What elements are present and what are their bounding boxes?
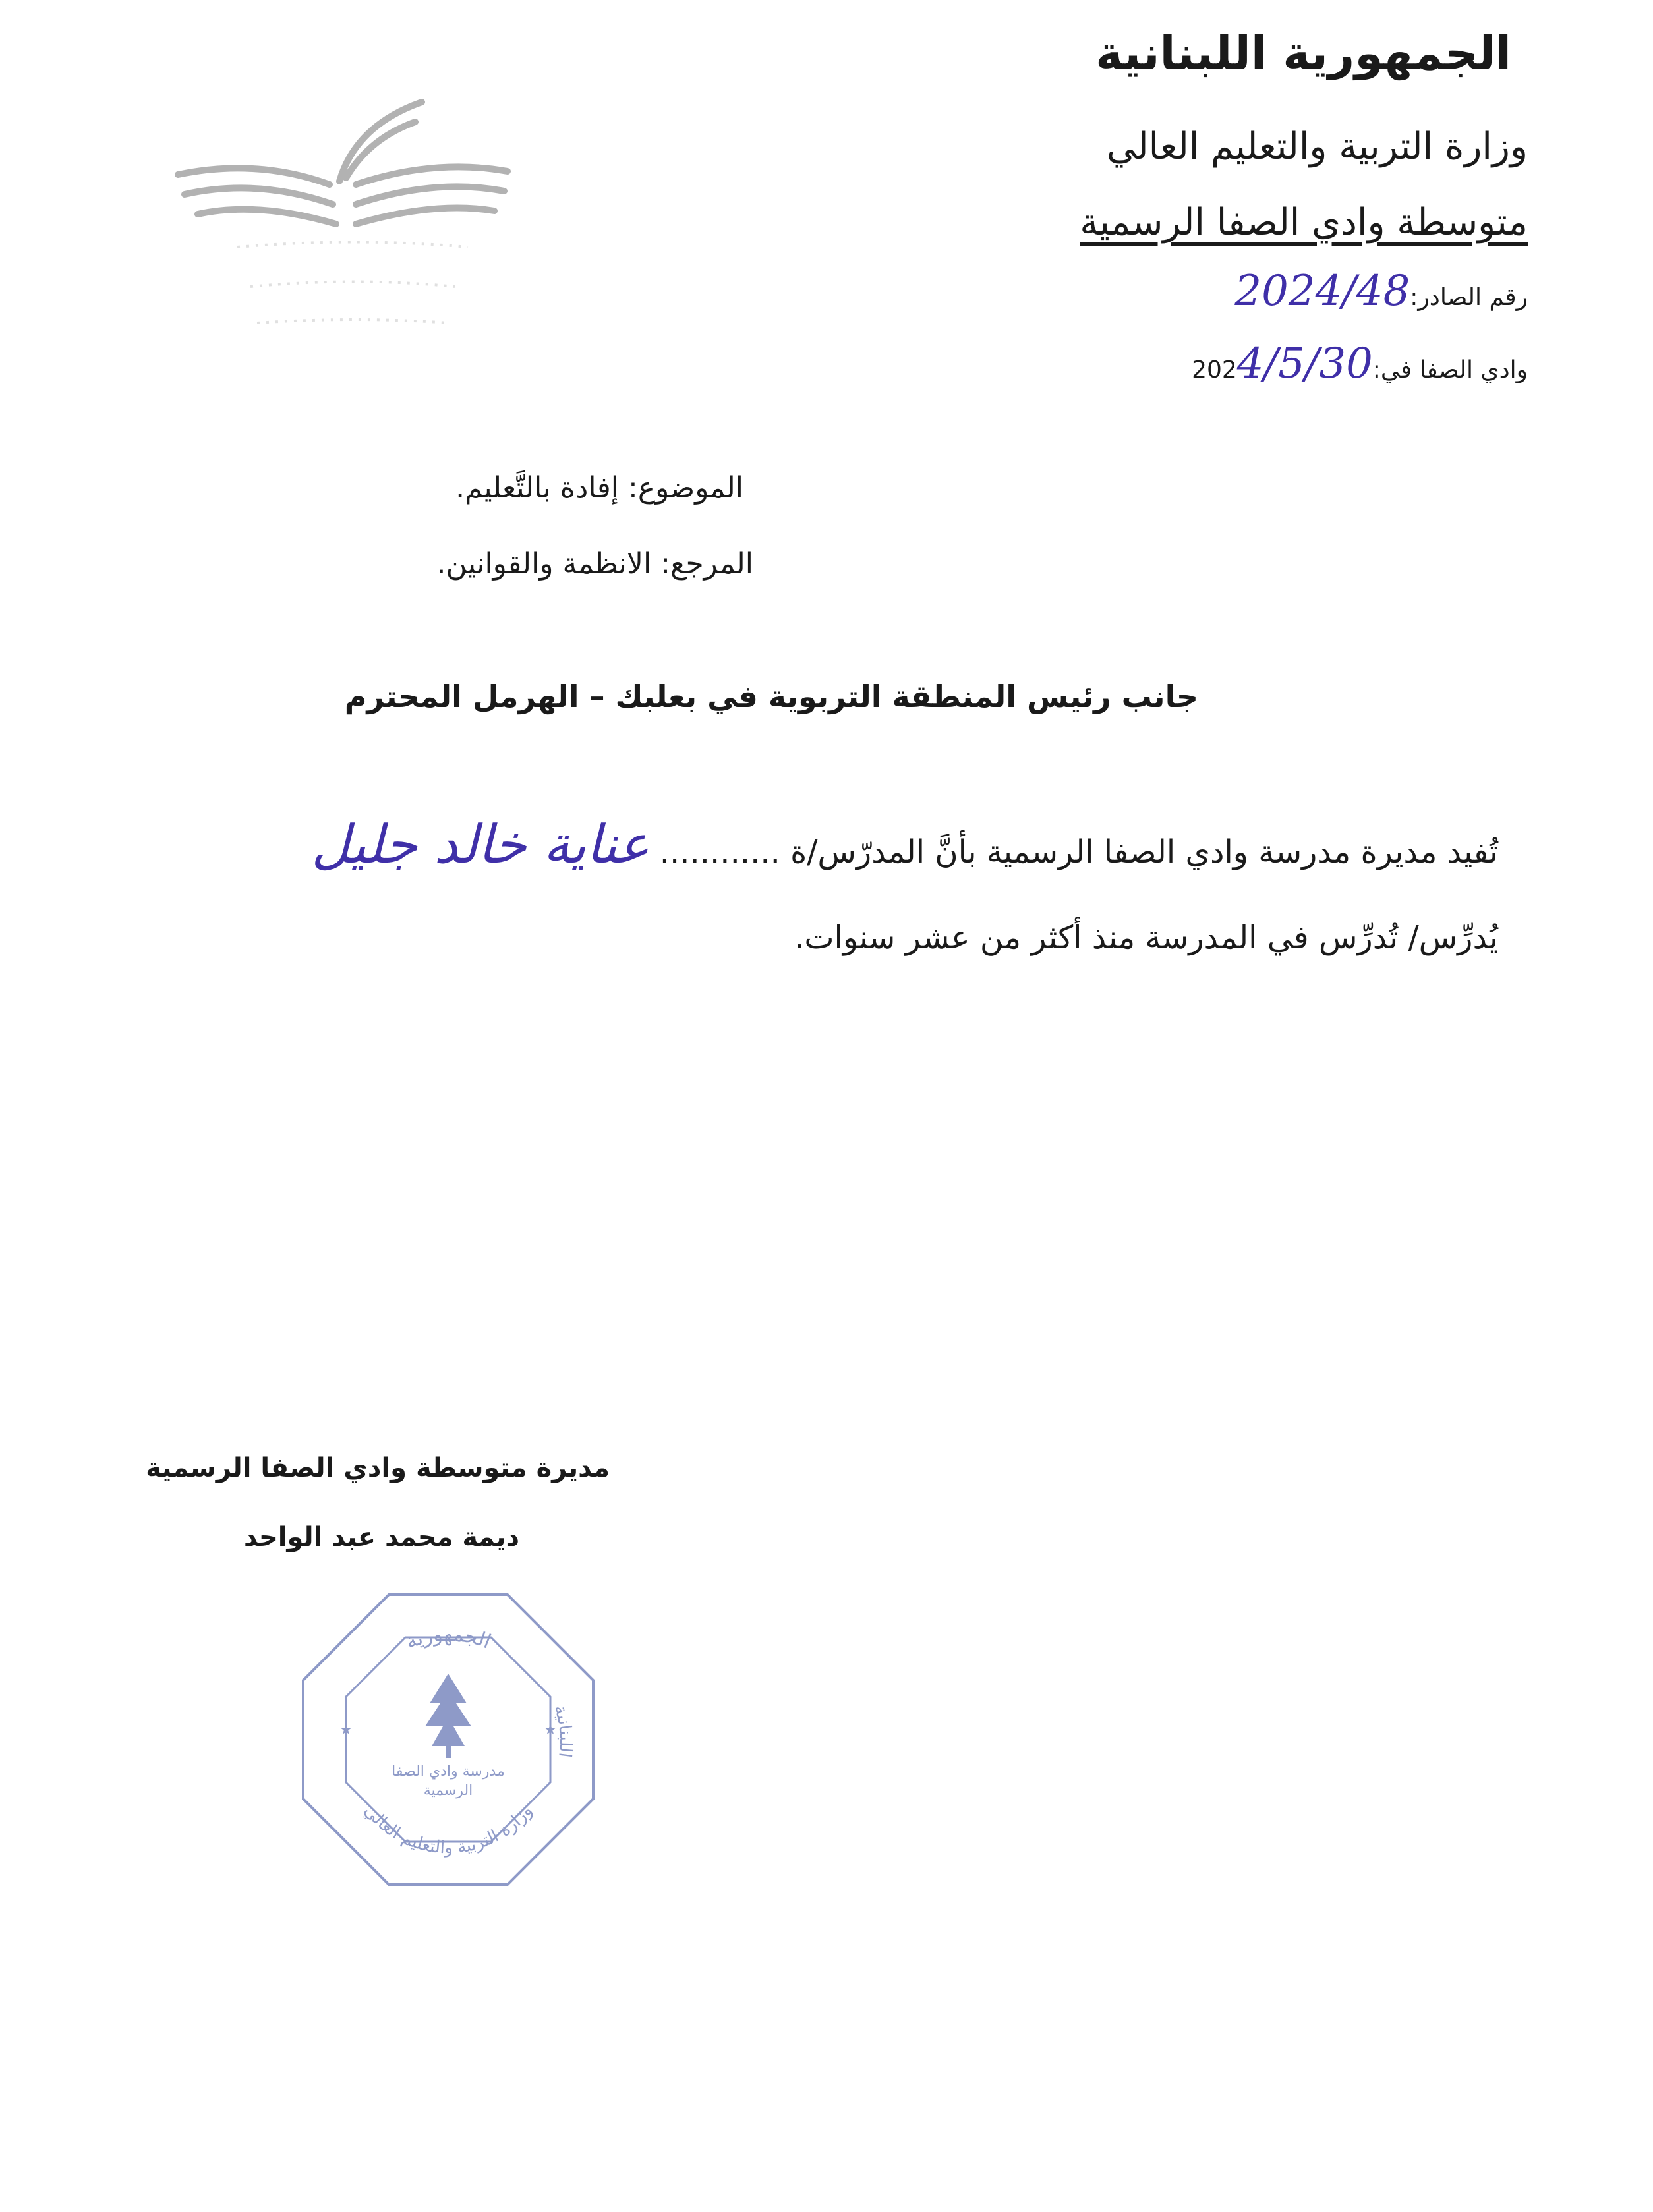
republic-title: الجمهورية اللبنانية — [1095, 26, 1511, 80]
date-line — [1192, 339, 1528, 388]
svg-text:★: ★ — [544, 1722, 557, 1738]
seal-bottom-text: وزارة التربية والتعليم العالي — [360, 1801, 536, 1858]
addressee-line: جانب رئيس المنطقة التربوية في بعلبك – الهرمل المحترم — [344, 679, 1198, 714]
signatory-title: مديرة متوسطة وادي الصفا الرسمية — [146, 1453, 610, 1483]
issue-number-line — [1234, 267, 1528, 316]
ministry-title: وزارة التربية والتعليم العالي — [1106, 125, 1528, 168]
teacher-name-handwritten: عناية خالد جليل — [311, 814, 650, 875]
official-seal-icon — [290, 1581, 606, 1898]
cedar-icon — [425, 1674, 471, 1758]
date-year-prefix: 202 — [1192, 356, 1237, 383]
date-handwritten: 4/5/30 — [1236, 339, 1373, 388]
date-label: وادي الصفا في: — [1372, 356, 1528, 383]
seal-top-text: الجمهورية — [402, 1622, 494, 1654]
ministry-logo-icon — [158, 86, 554, 369]
certification-text: تُفيد مديرة مدرسة وادي الصفا الرسمية بأنَّ المدرّس/ة — [790, 834, 1498, 870]
reference-line: المرجع: الانظمة والقوانين. — [436, 547, 753, 581]
issue-number-label: رقم الصادر: — [1410, 284, 1528, 311]
teaching-duration-paragraph: يُدرِّس/ تُدرِّس في المدرسة منذ أكثر من عشر سنوات. — [794, 919, 1498, 956]
certification-paragraph: تُفيد مديرة مدرسة وادي الصفا الرسمية بأنَّ المدرّس/ة ............ عناية خالد جليل — [311, 814, 1498, 875]
subject-line: الموضوع: إفادة بالتَّعليم. — [455, 471, 743, 505]
issue-number-handwritten: 2024/48 — [1234, 267, 1410, 316]
signatory-name: ديمة محمد عبد الواحد — [243, 1522, 519, 1552]
seal-center-text: مدرسة وادي الصفا الرسمية — [392, 1763, 505, 1799]
school-name: متوسطة وادي الصفا الرسمية — [1080, 201, 1528, 244]
svg-text:★: ★ — [339, 1722, 353, 1738]
seal-side-text: اللبنانية — [550, 1703, 575, 1759]
